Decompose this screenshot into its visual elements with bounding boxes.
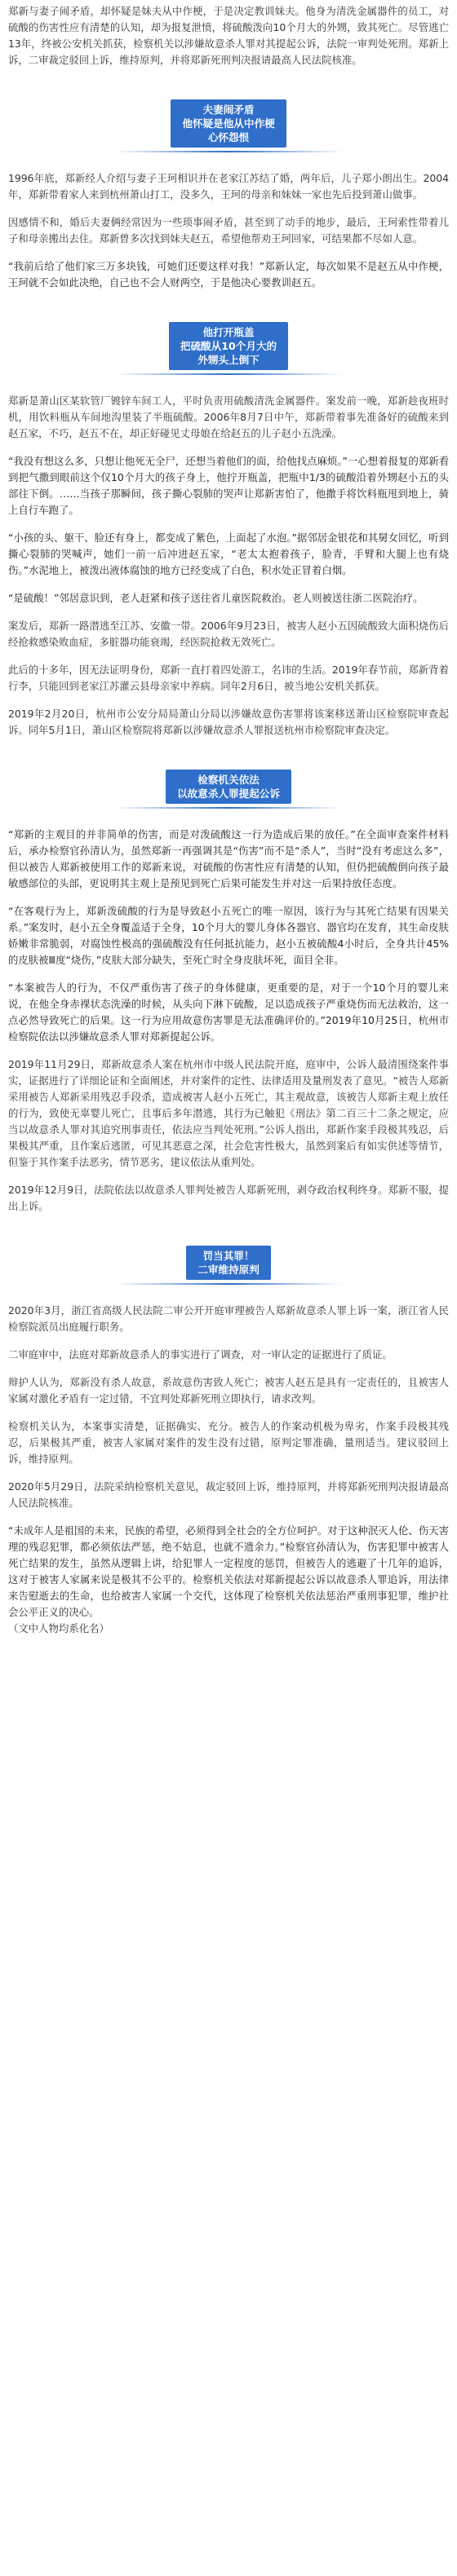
section-2-paragraph-2: “我没有想这么多，只想让他死无全尸，还想当着他们的面，给他找点麻烦。”一心想着报复的郑新看到把气撒到眼前这个仅10个月大的孩子身上，他拧开瓶盖，把瓶中1/3的硫酸沿着外甥赵小五的头部往下倒。……当孩子那瞬间，孩子撕心裂肺的哭声让郑新害怕了，他撒手将饮料瓶甩到地上，骑上自行车跑了。: [8, 455, 449, 516]
section-2-header-line-3: 外甥头上倒下: [197, 354, 260, 366]
section-2-header-line-2: 把硫酸从10个月大的: [180, 340, 277, 352]
section-4: [8, 1246, 449, 1637]
section-4-paragraph-4: 检察机关认为，本案事实清楚，证据确实、充分。被告人的作案动机极为卑劣，作案手段极其残忍，后果极其严重，被害人家属对案件的发生没有过错，原判定罪准确，量刑适当。建议驳回上诉，维持原判。: [8, 1420, 449, 1465]
section-1-header-line-1: 夫妻闹矛盾: [202, 104, 255, 116]
section-3-header: [166, 770, 291, 804]
section-2-paragraph-6: 此后的十多年，因无法证明身份，郑新一直打着四处游工，名讳的生活。2019年春节前，郑新背着行李，只能回到老家江苏灌云县母亲家中养病。同年2月6日，被当地公安机关抓获。: [8, 664, 449, 692]
section-4-header-line-1: 罚当其罪！: [202, 1250, 255, 1262]
section-1-header-line-2: 他怀疑是他从中作梗: [182, 117, 275, 130]
footnote: （文中人物均系化名）: [8, 1622, 109, 1634]
section-2: [8, 322, 449, 739]
section-2-paragraph-1: 郑新是萧山区某软管厂镀锌车间工人，平时负责用硫酸清洗金属器件。案发前一晚，郑新趁夜班时机，用饮料瓶从车间地沟里装了半瓶硫酸。2006年8月7日中午，郑新带着事先准备好的硫酸来到赵五家，不巧，赵五不在，却正好碰见丈母娘在给赵五的儿子赵小五洗澡。: [8, 395, 449, 439]
section-2-paragraph-3: “小孩的头、躯干、脸还有身上，都变成了紫色，上面起了水泡。”据邻居金银花和其舅女回忆，听到撕心裂肺的哭喊声，她们一前一后冲进赵五家，“老太太抱着孩子，脸青，手臂和大腿上也有烧伤。”水泥地上，被泼出液体腐蚀的地方已经变成了白色，积水处正冒着白烟。: [8, 532, 449, 576]
section-3-header-wrap: [8, 770, 449, 809]
section-4-paragraph-3: 辩护人认为，郑新没有杀人故意，系故意伤害致人死亡；被害人赵五是具有一定责任的，且被害人家属对激化矛盾有一定过错，不宜判处郑新死刑立即执行，请求改判。: [8, 1376, 449, 1405]
section-3-paragraph-2: “在客观行为上，郑新泼硫酸的行为是导致赵小五死亡的唯一原因，该行为与其死亡结果有因果关系。”案发时，赵小五全身覆盖适于全身，10个月大的婴儿身体各器官、器官均在发育，其生命皮肤娇嫩非常脆弱，对腐蚀性极高的强硫酸没有任何抵抗能力，赵小五被硫酸4小时后，全身共计45%的皮肤被Ⅲ度“烧伤，”皮肤大部分缺失，至死亡时全身皮肤坏死，面目全非。: [8, 905, 449, 966]
section-3-paragraph-4: 2019年11月29日，郑新故意杀人案在杭州市中级人民法院开庭，庭审中，公诉人最清围绕案件事实，证据进行了详细论证和全面阐述，并对案件的定性、法律适用及量刑发表了意见。“被告人郑新采用被告人郑新采用残忍手段杀，造成被害人赵小五死亡，其主观故意，该被告人郑新主观上放任的行为，致使无辜婴儿死亡，且事后多年潜逃，其行为已触犯《刑法》第二百三十二条之规定，应当以故意杀人罪对其追究刑事责任，依法应当判处死刑。”公诉人指出，郑新作案手段极其残忍，后果极其严重，且作案后逃匿，可见其恶意之深，社会危害性极大，虽然到案后有如实供述等情节，但鉴于其作案手法恶劣，情节恶劣，建议依法从重判处。: [8, 1058, 449, 1168]
section-2-header-line-1: 他打开瓶盖: [202, 326, 255, 338]
section-2-paragraph-7: 2019年2月20日，杭州市公安分局局萧山分局以涉嫌故意伤害罪将该案移送萧山区检察院审查起诉。同年5月1日，萧山区检察院将郑新以涉嫌故意杀人罪报送杭州市检察院审查决定。: [8, 708, 449, 736]
section-1-paragraph-2: 因感情不和，婚后夫妻俩经常因为一些琐事闹矛盾，甚至到了动手的地步，最后，王珂索性带着儿子和母亲搬出去住。郑新曾多次找到妹夫赵五，希望他帮劝王珂回家，可结果都不尽如人意。: [8, 216, 449, 245]
section-3-header-line-1: 检察机关依法: [197, 774, 260, 786]
section-4-paragraph-1: 2020年3月，浙江省高级人民法院二审公开开庭审理被告人郑新故意杀人罪上诉一案，浙江省人民检察院派员出庭履行职务。: [8, 1304, 449, 1333]
section-1-paragraph-3: “我前后给了他们家三万多块钱，可她们还要这样对我！”郑新认定，每次如果不是赵五从中作梗，王珂就不会如此决绝，自己也不会人财两空，于是他决心要教训赵五。: [8, 260, 449, 289]
section-1-header-line-3: 心怀怨恨: [207, 131, 250, 143]
section-3: [8, 770, 449, 1215]
section-2-paragraph-4: “是硫酸！”邻居意识到，老人赶紧和孩子送往省儿童医院救治。老人则被送往浙二医院治疗。: [8, 592, 424, 604]
section-2-header: [169, 322, 288, 370]
section-2-header-wrap: [8, 322, 449, 375]
section-4-paragraph-6: “未成年人是祖国的未来，民族的希望，必须得到全社会的全方位呵护。对于这种泯灭人伦、伤天害理的残忍犯罪，都必须依法严惩，绝不姑息，也就不遗余力。”检察官孙清认为，伤害犯罪中被害人死亡结果的发生，虽然从逻辑上讲，给犯罪人一定程度的惩罚，但被告人的逃避了十几年的追诉，这对于被害人家属来说是极其不公平的。检察机关依法对郑新提起公诉以故意杀人罪追诉，用法律来告慰逝去的生命，也给被害人家属一个交代，这体现了检察机关依法惩治严重刑事犯罪，维护社会公平正义的决心。: [8, 1524, 449, 1618]
section-4-header: [186, 1246, 271, 1280]
section-4-header-line-2: 二审维持原判: [197, 1264, 260, 1276]
section-2-paragraph-5: 案发后，郑新一路潜逃至江苏、安徽一带。2006年9月23日，被害人赵小五因硫酸致大面积烧伤后经抢救感染败血症，多脏器功能衰竭，经医院抢救无效死亡。: [8, 620, 449, 648]
section-1-paragraph-1: 1996年底，郑新经人介绍与妻子王珂相识并在老家江苏结了婚，两年后，儿子郑小朗出生。2004年，郑新带着家人来到杭州萧山打工，没多久，王珂的母亲和妹妹一家也先后投到萧山做事。: [8, 172, 449, 201]
section-1: [8, 99, 449, 291]
section-3-header-line-2: 以故意杀人罪提起公诉: [177, 787, 280, 800]
section-1-header-wrap: [8, 99, 449, 152]
intro-paragraph: 郑新与妻子闹矛盾，却怀疑是妹夫从中作梗，于是决定教训妹夫。他身为清洗金属器件的员工，对硫酸的伤害性应有清楚的认知，却为报复泄愤，将硫酸泼向10个月大的外甥，致其死亡。尽管逃亡13年，终被公安机关抓获，检察机关以涉嫌故意杀人罪对其提起公诉，法院一审判处死刑。郑新上诉，二审裁定驳回上诉，维持原判，并将郑新死刑判决报请最高人民法院核准。: [8, 5, 449, 66]
section-1-header: [171, 99, 286, 148]
section-4-paragraph-2: 二审庭审中，法庭对郑新故意杀人的事实进行了调查，对一审认定的证据进行了质证。: [8, 1348, 393, 1361]
section-3-paragraph-3: “本案被告人的行为，不仅严重伤害了孩子的身体健康，更重要的是，对于一个10个月的婴儿来说，在他全身赤裸状态洗澡的时候，从头向下淋下硫酸，足以造成孩子严重烧伤而无法救治，这一点必然导致死亡的后果。这一行为应用故意伤害罪是无法准确评价的。”2019年10月25日，杭州市检察院依法以涉嫌故意杀人罪对郑新提起公诉。: [8, 981, 449, 1043]
section-3-paragraph-5: 2019年12月9日，法院依法以故意杀人罪判处被告人郑新死刑，剥夺政治权利终身。郑新不服，提出上诉。: [8, 1184, 449, 1212]
section-4-header-wrap: [8, 1246, 449, 1285]
section-3-paragraph-1: “郑新的主观目的并非简单的伤害，而是对泼硫酸这一行为造成后果的放任。”在全面审查案件材料后，承办检察官孙清认为，虽然郑新一再强调其是“伤害”而不是“杀人”，当时“没有考虑这么多”，但以被告人郑新被使用工作的郑新来说，对硫酸的伤害性应有清楚的认知，但仍把硫酸倒向孩子最敏感部位的头部，更说明其主观上是预见到死亡后果可能发生并对这一后果持放任态度。: [8, 828, 449, 889]
section-4-paragraph-5: 2020年5月29日，法院采纳检察机关意见，裁定驳回上诉，维持原判，并将郑新死刑判决报请最高人民法院核准。: [8, 1480, 449, 1509]
